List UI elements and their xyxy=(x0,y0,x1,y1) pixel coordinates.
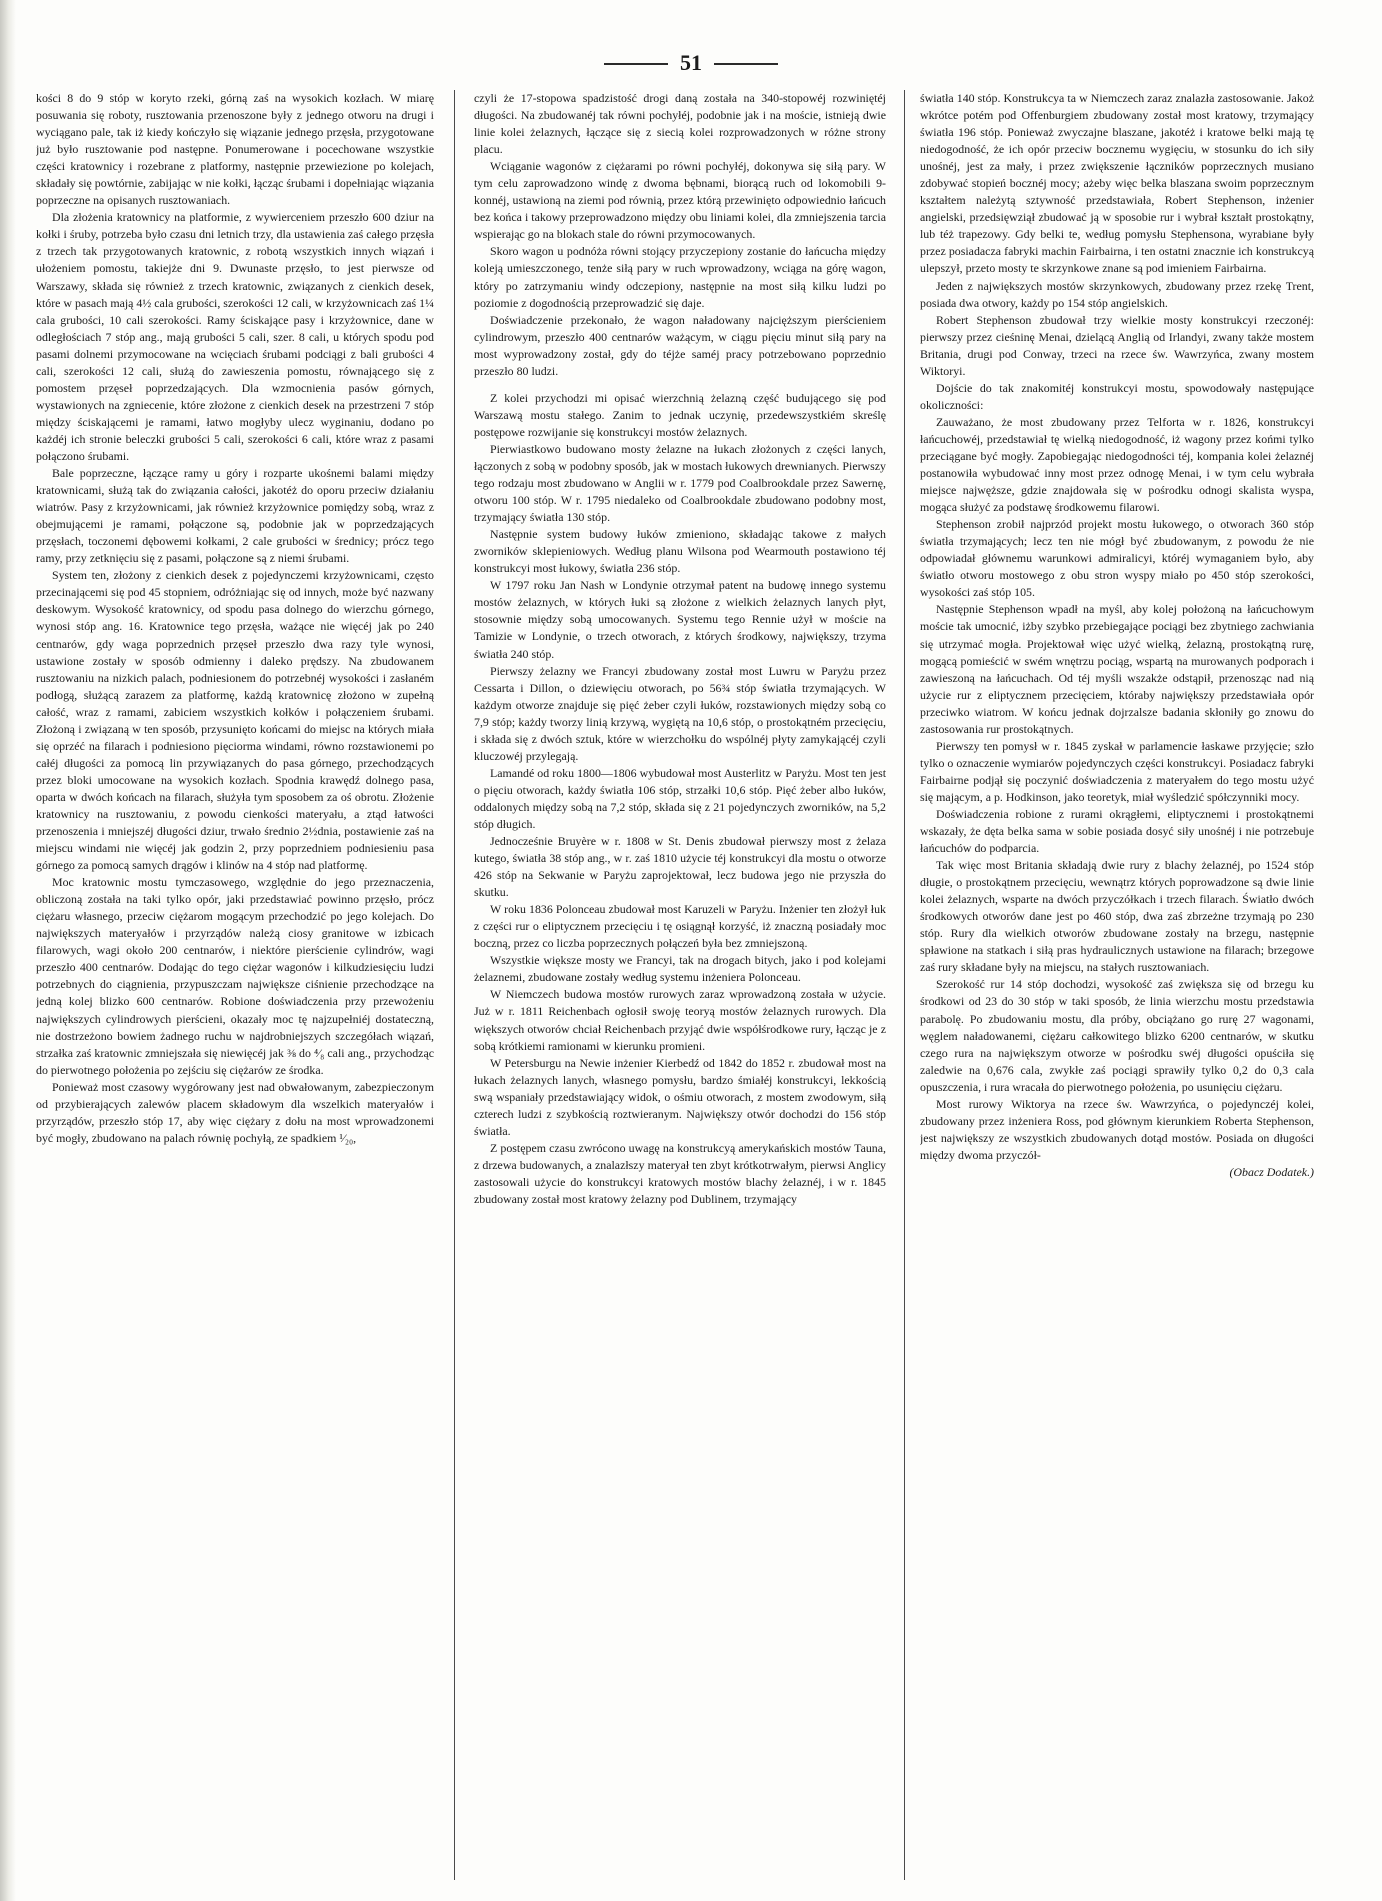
paragraph: Szerokość rur 14 stóp dochodzi, wysokość zaś zwiększa się od brzegu ku środkowi od 23 do 30 stóp w taki sposób, że linia wierzchu mostu przedstawia parabolę. Po zbudowaniu mostu, dla próby, obciążano go rurę 27 wagonami, węglem naładowanemi, ciężaru całkowitego blizko 6200 centnarów, w skutku czego rura na największym otworze w pośrodku swéj długości opuściła się zaledwie na 0,676 cala, zwykłe zaś pociągi sprawiły tylko 0,2 do 0,3 cala opuszczenia, i rura wracała do pierwotnego położenia, po usunięciu ciężaru. xyxy=(920,977,1314,1094)
page-header xyxy=(0,48,1382,78)
column-3 xyxy=(920,90,1314,1890)
binding-edge xyxy=(0,0,16,1901)
paragraph: Wszystkie większe mosty we Francyi, tak na drogach bitych, jako i pod kolejami żelaznemi, zbudowane zostały według systemu inżeniera Polonceau. xyxy=(474,953,886,985)
paragraph: Robert Stephenson zbudował trzy wielkie mosty konstrukcyi rzeczonéj: pierwszy przez cieśninę Menai, dzielącą Anglią od Irlandyi, zwany także mostem Britania, drugi pod Conway, trzeci na rzece św. Wawrzyńca, zwany mostem Wiktoryi. xyxy=(920,312,1314,378)
page-number: 51 xyxy=(680,50,702,75)
paragraph: Następnie system budowy łuków zmieniono, składając takowe z małych zworników sklepieniowych. Według planu Wilsona pod Wearmouth postawiono téj konstrukcyi most łukowy, światła 236 stóp. xyxy=(474,527,886,576)
paragraph: Bale poprzeczne, łączące ramy u góry i rozparte ukośnemi balami między kratownicami, służą tak do związania całości, jakotéż do oporu przeciw działaniu wiatrów. Pasy z krzyżownicami, jak również krzyżownice pomiędzy sobą, wraz z obejmującemi je ramami, połączone są, podobnie jak w poprzedzających przęsłach, toczonemi dębowemi kołkami, 2 cale grubości w średnicy; prócz tego ramy, przy zetknięciu się z pasami, połączone są z niemi śrubami. xyxy=(36,466,434,566)
column-divider-2 xyxy=(904,90,905,1880)
paragraph: Jednocześnie Bruyère w r. 1808 w St. Denis zbudował pierwszy most z żelaza kutego, światła 38 stóp ang., w r. zaś 1810 użycie téj konstrukcyi dla mostu o otworze 426 stóp na Sekwanie w Paryżu zaprojektował, lecz budowa jego nie przyszła do skutku. xyxy=(474,834,886,900)
column-1 xyxy=(36,90,434,1890)
paragraph: światła 140 stóp. Konstrukcya ta w Niemczech zaraz znalazła zastosowanie. Jakoż wkrótce potém pod Offenburgiem zbudowany został most kratowy, trzymający światła 196 stóp. Ponieważ zwyczajne blaszane, jakotéż i kratowe belki mają tę niedogodność, że ich opór przeciw bocznemu wygięciu, w stosunku do ich siły unośnéj, jest za mały, i przez zwiększenie łączników poprzecznych musiano zdobywać stopień bocznéj mocy; ażeby więc belka blaszana swoim poprzecznym kształtem należytą sztywność przedstawiała, Robert Stephenson, inżenier angielski, przedsięwziął zbudować ją w sposobie rur i wybrał kształt prostokątny, lub téż trapezowy. Gdy belki te, według pomysłu Stephensona, wyrabiane były przez posiadacza fabryki machin Fairbairna, i ten ostatni znacznie ich konstrukcyą ulepszył, przeto mosty te skrzynkowe znane są pod imieniem Fairbairna. xyxy=(920,91,1314,276)
paragraph: Z postępem czasu zwrócono uwagę na konstrukcyą amerykańskich mostów Tauna, z drzewa budowanych, a znalazłszy materyał ten zbyt krótkotrwałym, pierwsi Anglicy zastosowali użycie do konstrukcyi kratowych mostów blachy żelaznéj, i w r. 1845 zbudowany został most kratowy żelazny pod Dublinem, trzymający xyxy=(474,1140,886,1206)
paragraph: Pierwiastkowo budowano mosty żelazne na łukach złożonych z części lanych, łączonych z sobą w podobny sposób, jak w mostach łukowych drewnianych. Pierwszy tego rodzaju most zbudowano w Anglii w r. 1779 pod Coalbrookdale przez Sawernę, otworu 100 stóp. W r. 1795 niedaleko od Coalbrookdale zbudowano podobny most, trzymający światła 130 stóp. xyxy=(474,441,886,525)
paragraph: Tak więc most Britania składają dwie rury z blachy żelaznéj, po 1524 stóp długie, o prostokątnem przecięciu, wewnątrz których poprowadzone są dwie linie kolei żelaznych, wsparte na dwóch przyczółkach i trzech filarach. Światło dwóch środkowych otworów dane jest po 460 stóp, dwa zaś zbrzeżne trzymają po 230 stóp. Rury dla wielkich otworów zbudowane zostały na brzegu, następnie spławione na statkach i siłą pras hydraulicznych ustawione na filarach; brzegowe zaś rury składane były na miejscu, na stałych rusztowaniach. xyxy=(920,858,1314,975)
paragraph: Dla złożenia kratownicy na platformie, z wywierceniem przeszło 600 dziur na kołki i śruby, potrzeba było czasu dni letnich trzy, dla ustawienia zaś całego przęsła z trzech tak przygotowanych kratownic, z robotą wszystkich innych wiązań i ułożeniem pomostu, takiejże dni 9. Dwunaste przęsło, to jest pierwsze od Warszawy, składa się również z trzech kratownic, związanych z cienkich desek, które w pasach mają 4½ cala grubości, szerokości 12 cali, w krzyżownicach zaś 1¼ cala grubości, 10 cali szerokości. Ramy ściskające pasy i krzyżownice, dane w odległościach 7 stóp ang., mają grubości 5 cali, szer. 8 cali, u których spodu pod pasami dolnemi przymocowane na wcięciach śrubami podciągi z bali grubości 4 cali, szerokości 12 cali, służą do zawieszenia pomostu, równającego się z pomostem przęseł poprzedzających. Dla wzmocnienia pasów górnych, wystawionych na zgniecenie, które złożone z cienkich desek na przestrzeni 7 stóp między ściskającemi je ramami, łatwo mogłyby ulecz wyginaniu, dodano po każdéj ich stronie beleczki grubości 5 cali, szerokości 6 cali, które wraz z pasami połączono śrubami. xyxy=(36,210,434,463)
paragraph: Pierwszy żelazny we Francyi zbudowany został most Luwru w Paryżu przez Cessarta i Dillon, o dziewięciu otworach, po 56¾ stóp światła trzymających. W każdym otworze znajduje się pięć żeber czyli łuków, rozstawionych między sobą co 7,9 stóp; każdy tworzy linią krzywą, wygiętą na 10,6 stóp, o prostokątném przecięciu, i składa się z dwóch sztuk, które w wierzchołku do wspólnéj płyty zamykającéj czyli kluczowéj przylegają. xyxy=(474,663,886,763)
paragraph: Ponieważ most czasowy wygórowany jest nad obwałowanym, zabezpieczonym od przybierających zalewów placem składowym dla wszelkich materyałów i przyrządów, przeszło stóp 17, aby więc ciężary z dołu na most wprowadzonemi być mogły, zbudowano na palach równię pochyłą, ze spadkiem ¹⁄₂₀, xyxy=(36,1079,434,1145)
paragraph: Pierwszy ten pomysł w r. 1845 zyskał w parlamencie łaskawe przyjęcie; szło tylko o oznaczenie wymiarów pojedynczych części konstrukcyi. Posiadacz fabryki Fairbairne podjął się poczynić doświadczenia z materyałem do tego mostu użyć się mającym, a p. Hodkinson, jako teoretyk, miał wyśledzić spółczynniki mocy. xyxy=(920,738,1314,804)
paragraph: Stephenson zrobił najprzód projekt mostu łukowego, o otworach 360 stóp światła trzymających; lecz ten nie mógł być zbudowanym, z powodu że nie odpowiadał głównemu warunkowi admiralicyi, któréj wymaganiem było, aby światło otworu mostowego z obu stron wyspy miało po 450 stóp szerokości, wysokości zaś stóp 105. xyxy=(920,517,1314,600)
continuation-note: (Obacz Dodatek.) xyxy=(1229,1164,1314,1179)
column-divider-1 xyxy=(454,90,455,1880)
paragraph: czyli że 17-stopowa spadzistość drogi daną została na 340-stopowéj rozwiniętéj długości. Na zbudowanéj tak równi pochyłéj, podobnie jak i na moście, istnieją dwie linie kolei żelaznych, łączące się z siecią kolei rozprowadzonych w różne strony placu. xyxy=(474,91,886,157)
paragraph: Moc kratownic mostu tymczasowego, względnie do jego przeznaczenia, obliczoną została na taki tylko opór, jaki przedstawiać powinno przęsło, prócz ciężaru własnego, przeciw ciężarom mogącym przechodzić po jego kolejach. Do największych materyałów i przyrządów należą ciosy granitowe w izbicach filarowych, wagi około 200 centnarów, i niektóre pierścienie cylindrów, wagi przeszło 400 centnarów. Dodając do tego ciężar wagonów i kilkudziesięciu ludzi potrzebnych do ciągnienia, przypuszczam największe ciśnienie przechodzące na jedną kolej blizko 600 centnarów. Robione doświadczenia przy przewożeniu największych cylindrowych pierścieni, okazały moc tę najzupełniéj dostateczną, nie dostrzeżono bowiem żadnego ruchu w najdrobniejszych szczegółach wiązań, strzałka zaś kratownic zmniejszała się niewięcéj jak ⅜ do ⁴⁄₈ cali ang., przychodząc do pierwotnego położenia po zejściu się ciężarów ze środka. xyxy=(36,875,434,1077)
paragraph: Z kolei przychodzi mi opisać wierzchnią żelazną część budującego się pod Warszawą mostu stałego. Zanim to jednak uczynię, przedewszystkiém skreślę postępowe rozwijanie się konstrukcyi mostów żelaznych. xyxy=(474,390,886,439)
paragraph: W Petersburgu na Newie inżenier Kierbedź od 1842 do 1852 r. zbudował most na łukach żelaznych lanych, własnego pomysłu, bardzo śmiałéj konstrukcyi, lekkością swą wspaniały przedstawiający widok, o ośmiu otworach, z mostem zwodowym, siłą czterech ludzi z szybkością roztwieranym. Największy otwór dochodzi do 156 stóp światła. xyxy=(474,1055,886,1138)
paragraph: Doświadczenie przekonało, że wagon naładowany najcięższym pierścieniem cylindrowym, przeszło 400 centnarów ważącym, w ciągu pięciu minut siłą pary na most wyprowadzony został, gdy do téjże saméj pracy potrzebowano poprzednio przeszło 80 ludzi. xyxy=(474,312,886,378)
paragraph: Doświadczenia robione z rurami okrągłemi, eliptycznemi i prostokątnemi wskazały, że dęta belka sama w sobie posiada dosyć siły unośnéj i nie potrzebuje łańcuchów do podparcia. xyxy=(920,806,1314,856)
paragraph: System ten, złożony z cienkich desek z pojedynczemi krzyżownicami, często przecinającemi się pod 45 stopniem, odróżniając się od innych, może być nazwany deskowym. Wysokość kratownicy, od spodu pasa dolnego do wierzchu górnego, wynosi stóp ang. 16. Kratownice tego przęsła, ważące nie więcéj jak po 240 centnarów, gdy waga poprzednich przęseł przeszło dwa razy tyle wynosi, ustawione zostały w sposób odmienny i daleko prędszy. Na zbudowanem rusztowaniu na nizkich palach, podniesionem do potrzebnéj wysokości i zasłaném podłogą, służącą zarazem za platformę, każdą kratownicę złożono w zupełną całość, wraz z ramami, zabiciem wszystkich kołków i połączeniem śrubami. Złożoną i związaną w ten sposób, przysunięto końcami do miejsc na których miała się oprzéć na filarach i podniesiono pięciorma windami, równo rozstawionemi po całéj długości za pomocą lin przywiązanych do pasa górnego, przechodzących przez bloki umocowane na wysokich kozłach. Spodnia krawędź dolnego pasa, oparta w dwóch końcach na filarach, służyła tym sposobem za oś obrotu. Złożenie kratownicy na rusztowaniu, z powodu cienkości materyału, a ztąd łatwości przenoszenia i mniejszéj długości dziur, trwało średnio 2½dnia, postawienie zaś na miejscu windami nie więcéj jak godzin 2, przy poprzedniem podniesieniu pasa górnego za pomocą samych drągów i klinów na 4 stóp nad platformę. xyxy=(36,568,434,873)
paragraph: Lamandé od roku 1800—1806 wybudował most Austerlitz w Paryżu. Most ten jest o pięciu otworach, każdy światła 106 stóp, strzałki 10,6 stóp. Pięć żeber albo łuków, oddalonych między sobą na 7,2 stóp, składa się z 21 pojedynczych zworników, na 5,2 stóp długich. xyxy=(474,765,886,831)
paragraph: Wciąganie wagonów z ciężarami po równi pochyłéj, dokonywa się siłą pary. W tym celu zaprowadzono windę z dwoma bębnami, biorącą ruch od lokomobili 9-konnéj, ustawioną na ziemi pod równią, przez którą przewinięto odpowiednio łańcuch bez końca i takowy przeprowadzono między obu liniami kolei, dla zmniejszenia tarcia wspierając go na blokach stale do równi przymocowanych. xyxy=(474,159,886,242)
paragraph: Zauważano, że most zbudowany przez Telforta w r. 1826, konstrukcyi łańcuchowéj, przedstawiał tę wielką niedogodność, iż wagony przez końmi tylko przeciągane być mogły. Zapobiegając niedogodności téj, kompania kolei żelaznéj postanowiła wybudować inny most przez odnogę Menai, i w tym celu wybrała miejsce najwęższe, gdzie znajdowała się w pośrodku odnogi skalista wyspa, mogąca służyć za podstawę środkowemu filarowi. xyxy=(920,414,1314,515)
paragraph: W Niemczech budowa mostów rurowych zaraz wprowadzoną została w użycie. Już w r. 1811 Reichenbach ogłosił swoję teoryą mostów żelaznych rurowych. Dla większych otworów chciał Reichenbach przyjąć dwie współśrodkowe rury, łącząc je z sobą krótkiemi ramionami w kierunku promieni. xyxy=(474,987,886,1053)
column-2 xyxy=(474,90,886,1890)
paragraph: W 1797 roku Jan Nash w Londynie otrzymał patent na budowę innego systemu mostów żelaznych, w których łuki są złożone z wielkich żelaznych lanych płyt, stosownie między sobą umocowanych. Systemu tego Rennie użył w moście na Tamizie w Londynie, o trzech otworach, z których środkowy, największy, trzyma światła 240 stóp. xyxy=(474,578,886,661)
paragraph: Skoro wagon u podnóża równi stojący przyczepiony zostanie do łańcucha między koleją umieszczonego, tenże siłą pary w ruch wprowadzony, wciąga na górę wagon, który po zatrzymaniu windy odczepiony, następnie na most siłą kilku ludzi po poziomie z dogodnością przeprowadzić się daje. xyxy=(474,244,886,310)
paragraph: Jeden z największych mostów skrzynkowych, zbudowany przez rzekę Trent, posiada dwa otwory, każdy po 154 stóp angielskich. xyxy=(920,278,1314,310)
paragraph: kości 8 do 9 stóp w koryto rzeki, górną zaś na wysokich kozłach. W miarę posuwania się roboty, rusztowania przenoszone były z jednego otworu na drugi i wyciągano pale, tak iż kiedy kończyło się wiązanie jednego przęsła, przygotowane już było rusztowanie pod następne. Ponumerowane i pocechowane wszystkie części kratownicy i rozebrane z platformy, następnie przewiezione po kolejach, składały się powtórnie, zabijając w nie kołki, łącząc śrubami i dopełniając wiązania poprzeczne na opisanych rusztowaniach. xyxy=(36,91,434,208)
paragraph: Dojście do tak znakomitéj konstrukcyi mostu, spowodowały następujące okoliczności: xyxy=(920,380,1314,412)
header-rule-left xyxy=(604,63,668,65)
paragraph: W roku 1836 Polonceau zbudował most Karuzeli w Paryżu. Inżenier ten złożył łuk z części rur o eliptycznem przecięciu i tę osiągnął korzyść, iż znaczną posiadały moc boczną, przez co liczba poprzecznych połączeń była bez zmniejszoną. xyxy=(474,902,886,951)
header-rule-right xyxy=(714,63,778,65)
paragraph: Następnie Stephenson wpadł na myśl, aby kolej położoną na łańcuchowym moście tak umocnić, iżby szybko przebiegające pociągi bez zbytniego zachwiania się utrzymać mogła. Projektował więc użyć wielką, żelazną, prostokątną rurę, mogącą pomieścić w swém wnętrzu pociąg, wspartą na murowanych podporach i zawieszoną na łańcuchach. Od téj myśli wszakże odstąpił, przenosząc nad nią użycie rur z eliptycznem przecięciem, któraby największy przedstawiała opór przeciwko wiatrom. W końcu jednak dojrzalsze badania skłoniły go znowu do zastosowania rur prostokątnych. xyxy=(920,602,1314,736)
paragraph: Most rurowy Wiktorya na rzece św. Wawrzyńca, o pojedynczéj kolei, zbudowany przez inżeniera Ross, pod głównym kierunkiem Roberta Stephenson, jest największy ze wszystkich zbudowanych dotąd mostów. Posiada on długości między dwoma przyczół- xyxy=(920,1096,1314,1162)
